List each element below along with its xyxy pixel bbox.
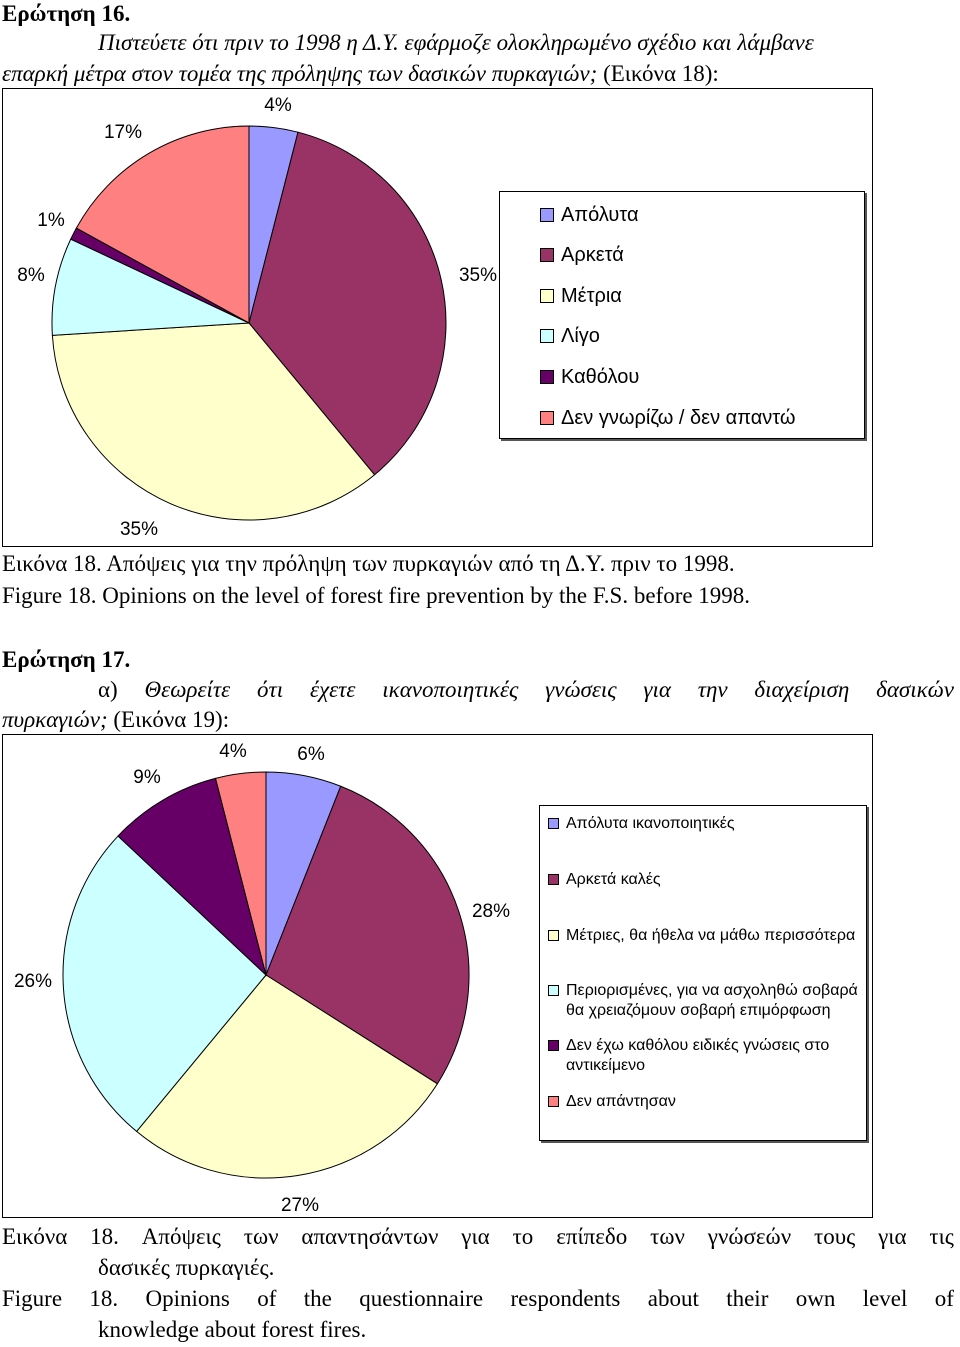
pie-data-label: 28% bbox=[471, 901, 511, 922]
q17-caption-en-word: their bbox=[726, 1286, 769, 1311]
pie-data-label: 27% bbox=[280, 1195, 320, 1216]
q17-question-word: ικανοποιητικές bbox=[382, 677, 519, 702]
pie-data-label: 6% bbox=[297, 744, 325, 765]
legend-swatch bbox=[548, 818, 559, 829]
legend-label: Λίγο bbox=[561, 325, 600, 347]
pie-data-label: 4% bbox=[219, 741, 247, 762]
q17-caption-gr-word: τις bbox=[929, 1224, 954, 1249]
q16-heading: Ερώτηση 16. bbox=[2, 1, 131, 26]
legend-entry bbox=[500, 323, 864, 349]
legend-swatch bbox=[540, 411, 554, 425]
q17-question-word: δασικών bbox=[876, 677, 954, 702]
legend-swatch bbox=[540, 208, 554, 222]
pie-data-label: 4% bbox=[264, 95, 292, 116]
q17-caption-gr-word: Εικόνα bbox=[2, 1224, 68, 1249]
pie-data-label: 35% bbox=[119, 519, 159, 540]
q17-question-word: ότι bbox=[257, 677, 284, 702]
legend-entry bbox=[500, 364, 864, 390]
legend-swatch bbox=[548, 874, 559, 885]
q17-question-line2 bbox=[2, 706, 229, 734]
legend-label: Αρκετά καλές bbox=[566, 871, 661, 888]
pie-data-label: 1% bbox=[37, 210, 65, 231]
q17-caption-en-word: respondents bbox=[510, 1286, 621, 1311]
pie-data-label: 17% bbox=[103, 122, 143, 143]
q17-caption-en-word: level bbox=[862, 1286, 908, 1311]
legend-swatch bbox=[540, 289, 554, 303]
q16-figure-ref: (Εικόνα 18): bbox=[603, 61, 719, 86]
legend-swatch bbox=[540, 329, 554, 343]
q17-caption-en-word: 18. bbox=[89, 1286, 119, 1311]
legend-entry bbox=[540, 870, 866, 890]
legend-label: Καθόλου bbox=[561, 366, 640, 388]
legend-entry bbox=[500, 202, 864, 228]
q17-caption-gr-word: των bbox=[243, 1224, 279, 1249]
legend-label: Περιορισμένες, για να ασχοληθώ σοβαρά θα χρειαζόμουν σοβαρή επιμόρφωση bbox=[566, 982, 858, 1019]
legend-entry bbox=[540, 814, 866, 834]
legend-swatch bbox=[548, 1096, 559, 1107]
chart2-area bbox=[2, 734, 873, 1218]
chart2-legend bbox=[539, 805, 867, 1141]
pie-data-label: 35% bbox=[458, 265, 498, 286]
pie-data-label: 8% bbox=[17, 265, 45, 286]
q17-caption-en-word: about bbox=[647, 1286, 699, 1311]
legend-label: Δεν έχω καθόλου ειδικές γνώσεις στο αντικείμενο bbox=[566, 1037, 830, 1074]
legend-label: Μέτρια bbox=[561, 285, 622, 307]
legend-entry bbox=[540, 926, 866, 946]
q17-caption-gr-word: τους bbox=[813, 1224, 856, 1249]
q17-caption-gr-word: γνώσεών bbox=[707, 1224, 792, 1249]
legend-entry bbox=[500, 405, 864, 431]
q17-caption-gr-word: απαντησάντων bbox=[301, 1224, 439, 1249]
legend-label: Μέτριες, θα ήθελα να μάθω περισσότερα bbox=[566, 927, 856, 944]
q17-caption-en-word: of bbox=[257, 1286, 277, 1311]
legend-entry bbox=[540, 1036, 866, 1076]
q17-caption-gr-line2: δασικές πυρκαγιές. bbox=[98, 1255, 275, 1280]
q16-question-line2-text: επαρκή μέτρα στον τομέα της πρόληψης των δασικών πυρκαγιών; bbox=[2, 61, 598, 86]
legend-label: Δεν απάντησαν bbox=[566, 1093, 676, 1110]
q17-caption-en-word: of bbox=[934, 1286, 954, 1311]
q17-caption-gr-word: Απόψεις bbox=[141, 1224, 221, 1249]
q17-caption-gr-word: για bbox=[878, 1224, 907, 1249]
legend-swatch bbox=[548, 930, 559, 941]
legend-swatch bbox=[548, 1040, 559, 1051]
q17-caption-en-word: Opinions bbox=[145, 1286, 230, 1311]
legend-swatch bbox=[548, 985, 559, 996]
q17-question-word: διαχείριση bbox=[754, 677, 850, 702]
q17-question-word: για bbox=[643, 677, 671, 702]
legend-entry bbox=[540, 981, 866, 1021]
q17-caption-en-word: the bbox=[303, 1286, 332, 1311]
legend-entry bbox=[540, 1092, 866, 1112]
q17-question-word: την bbox=[697, 677, 728, 702]
q17-caption-gr-word: για bbox=[461, 1224, 490, 1249]
legend-label: Απόλυτα bbox=[561, 204, 639, 226]
q17-question-word: Θεωρείτε bbox=[144, 677, 231, 702]
q16-caption-gr: Εικόνα 18. Απόψεις για την πρόληψη των πυρκαγιών από τη Δ.Υ. πριν το 1998. bbox=[2, 551, 735, 576]
pie-data-label: 9% bbox=[133, 767, 161, 788]
chart1-area bbox=[2, 88, 873, 547]
q17-question-line2-text: πυρκαγιών; bbox=[2, 707, 108, 732]
legend-label: Απόλυτα ικανοποιητικές bbox=[566, 815, 735, 832]
q17-caption-en-line1 bbox=[2, 1285, 954, 1313]
q17-figure-ref: (Εικόνα 19): bbox=[113, 707, 230, 732]
legend-swatch bbox=[540, 248, 554, 262]
q17-question-word: έχετε bbox=[309, 677, 356, 702]
q16-question-line2 bbox=[2, 60, 719, 88]
q17-caption-en-word: own bbox=[795, 1286, 836, 1311]
legend-entry bbox=[500, 283, 864, 309]
q17-caption-en-line2: knowledge about forest fires. bbox=[98, 1317, 367, 1342]
q17-caption-en-word: questionnaire bbox=[359, 1286, 484, 1311]
legend-swatch bbox=[540, 370, 554, 384]
q17-question-line1 bbox=[98, 676, 954, 704]
q17-caption-gr-word: 18. bbox=[90, 1224, 119, 1249]
q17-heading: Ερώτηση 17. bbox=[2, 647, 131, 672]
legend-entry bbox=[500, 242, 864, 268]
pie-data-label: 26% bbox=[13, 971, 53, 992]
q16-question-line1: Πιστεύετε ότι πριν το 1998 η Δ.Υ. εφάρμοζε ολοκληρωμένο σχέδιο και λάμβανε bbox=[98, 30, 814, 55]
q17-question-word: α) bbox=[98, 677, 118, 702]
legend-label: Αρκετά bbox=[561, 244, 624, 266]
q17-caption-gr-word: των bbox=[650, 1224, 685, 1249]
q17-question-word: γνώσεις bbox=[545, 677, 617, 702]
q17-caption-en-word: Figure bbox=[2, 1286, 63, 1311]
legend-label: Δεν γνωρίζω / δεν απαντώ bbox=[561, 407, 796, 429]
chart1-legend bbox=[499, 191, 865, 439]
q17-caption-gr-line1 bbox=[2, 1223, 954, 1251]
q16-caption-en: Figure 18. Opinions on the level of forest fire prevention by the F.S. before 1998. bbox=[2, 583, 751, 608]
q17-caption-gr-word: επίπεδο bbox=[556, 1224, 628, 1249]
q17-caption-gr-word: το bbox=[512, 1224, 534, 1249]
